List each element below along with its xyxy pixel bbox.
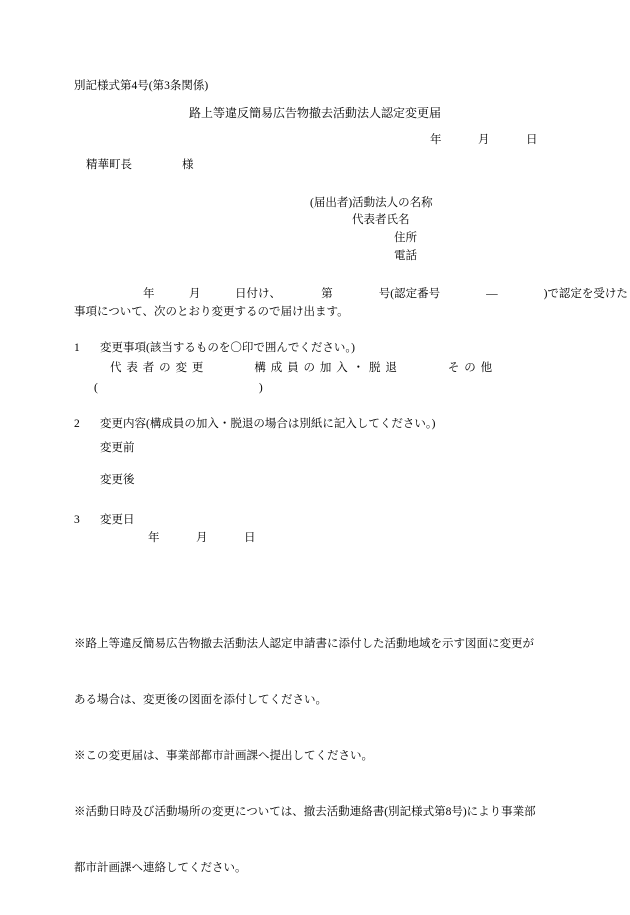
item-3-date-line: 年 月 日 [148,532,256,544]
footnote-line: ※路上等違反簡易広告物撤去活動法人認定申請書に添付した活動地域を示す図面に変更が [74,638,534,651]
phone-label: 電話 [394,250,417,262]
footnote-line: ある場合は、変更後の図面を添付してください。 [74,694,327,707]
item-1-other-blank: ( ) [94,382,263,394]
item-3-number: 3 [74,514,80,526]
submission-date-line: 年 月 日 [430,134,538,146]
representative-name-label: 代表者氏名 [352,214,410,226]
footnote-line: ※この変更届は、事業部都市計画課へ提出してください。 [74,750,373,762]
item-1-title: 変更事項(該当するものを〇印で囲んでください。) [100,342,355,354]
address-label: 住所 [394,232,417,244]
certification-reference-line: 年 月 日付け、 第 号(認定番号 ― )で認定を受けた [74,288,628,300]
item-2-title: 変更内容(構成員の加入・脱退の場合は別紙に記入してください。) [100,418,436,430]
footnotes [74,598,556,915]
item-2-after-label: 変更後 [100,474,135,486]
submitter-name-label: (届出者)活動法人の名称 [310,197,433,209]
item-3-title: 変更日 [100,514,135,526]
footnote-line: ※活動日時及び活動場所の変更については、撤去活動連絡書(別記様式第8号)により事業部 [74,805,536,818]
item-1-number: 1 [74,342,80,354]
item-2-before-label: 変更前 [100,442,135,454]
addressee: 精華町長 [86,159,132,171]
footnote-line: 都市計画課へ連絡してください。 [74,861,247,874]
item-1-options: 代 表 者 の 変 更 構 成 員 の 加 入 ・ 脱 退 そ の 他 [110,362,494,374]
page-title: 路上等違反簡易広告物撤去活動法人認定変更届 [188,106,441,120]
item-2-number: 2 [74,418,80,430]
addressee-honorific: 様 [182,159,194,171]
certification-body-line: 事項について、次のとおり変更するので届け出ます。 [74,306,349,318]
form-id: 別記様式第4号(第3条関係) [74,80,209,92]
